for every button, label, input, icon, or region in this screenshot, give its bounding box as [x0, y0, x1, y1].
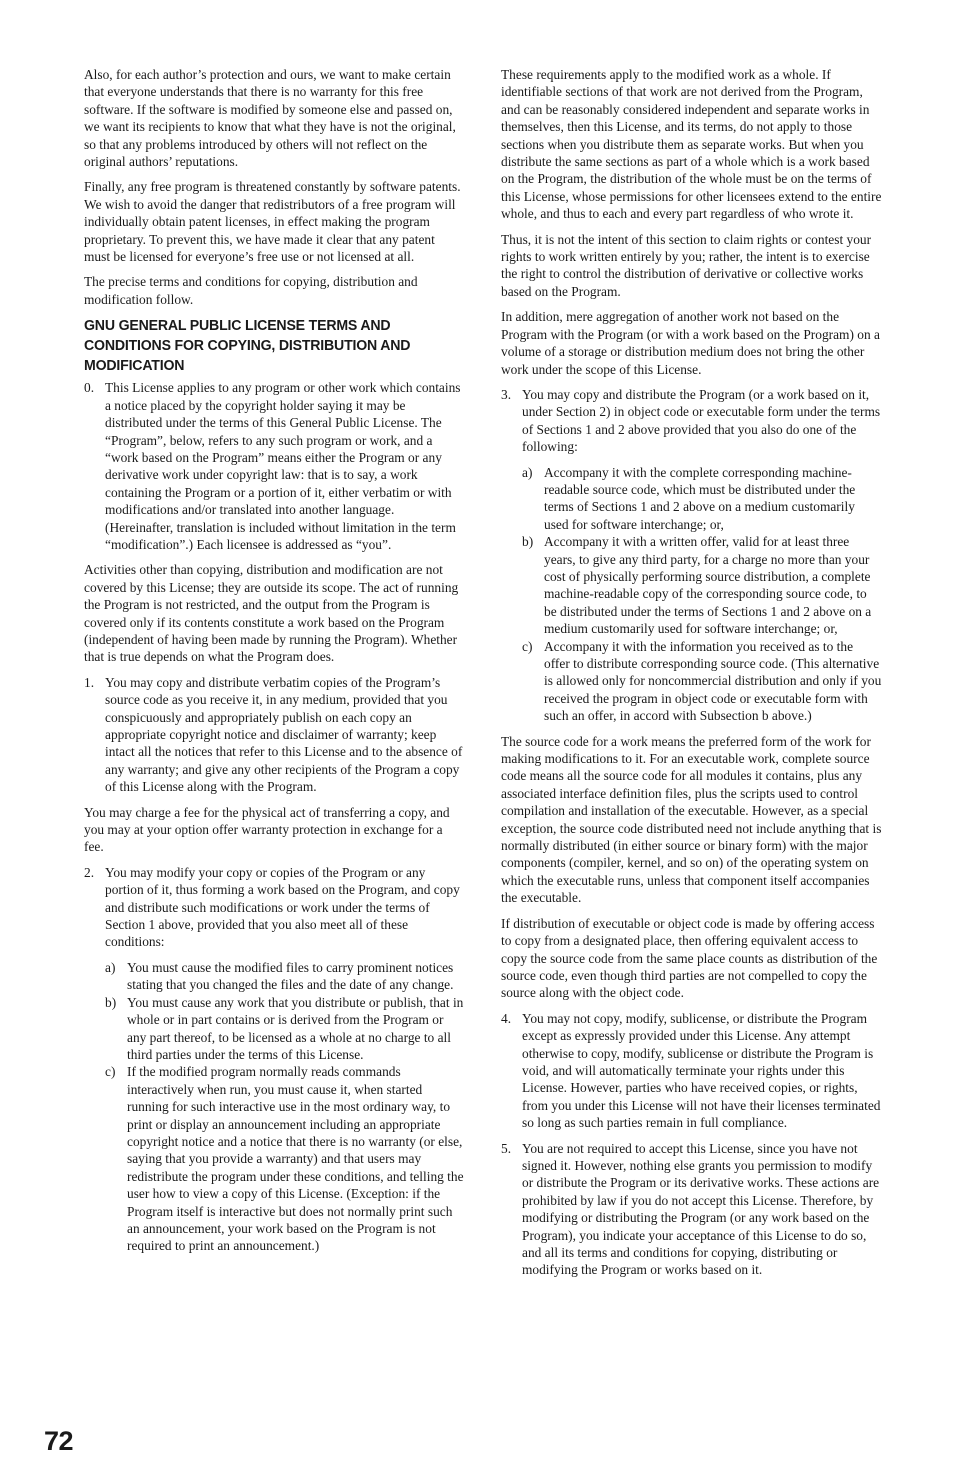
sub-item-text: You must cause the modified files to carry prominent notices stating that you changed the files and the date of any change. — [127, 959, 454, 993]
page-number: 72 — [44, 1426, 74, 1456]
sub-item-text: If the modified program normally reads commands interactively when run, you must cause it, when started running for such interactive use in the most ordinary way, to print or display an announcement including an appropriate copyright notice and a notice that there is no warranty (or else, saying that you provide a warranty) and that users may redistribute the program under these conditions, and telling the user how to view a copy of this License. (Exception: if the Program itself is interactive but does not normally print such an announcement, your work based on the Program is not required to print an announcement.) — [127, 1064, 464, 1254]
sub-item-2c — [84, 1063, 464, 1254]
paragraph-software-patents: Finally, any free program is threatened constantly by software patents. We wish to avoid the danger that redistributors of a free program will individually obtain patent licenses, in effect making the program proprietary. To prevent this, we have made it clear that any patent must be licensed for everyone’s free use or not licensed at all. — [84, 179, 461, 265]
paragraph-intent: Thus, it is not the intent of this section to claim rights or contest your rights to work written entirely by you; rather, the intent is to exercise the right to control the distribution of derivative or collective works based on the Program. — [501, 231, 872, 299]
sub-item-letter: c) — [522, 638, 533, 654]
sub-item-text: Accompany it with the complete corresponding machine-readable source code, which must be distributed under the terms of Sections 1 and 2 above on a medium customarily used for software interchange; or, — [544, 464, 856, 532]
sublist-item-2 — [84, 959, 464, 1255]
list-item-5 — [501, 1140, 882, 1279]
sublist-item-3 — [501, 464, 882, 725]
item-text: You may copy and distribute the Program (or a work based on it, under Section 2) in object code or executable form under the terms of Sections 1 and 2 above provided that you also do one of the following: — [522, 386, 881, 455]
sub-item-2b — [84, 994, 464, 1064]
list-item-1 — [84, 674, 464, 796]
item-number: 4. — [501, 1010, 512, 1026]
sub-item-text: Accompany it with a written offer, valid for at least three years, to give any third party, for a charge no more than your cost of physically performing source distribution, a complete machine-readable copy of the corresponding source code, to be distributed under the terms of Sections 1 and 2 above on a medium customarily used for software interchange; or, — [544, 534, 872, 637]
item-text: You may modify your copy or copies of the Program or any portion of it, thus forming a work based on the Program, and copy and distribute such modifications or work under the terms of Section 1 above, provided that you also meet all of these conditions: — [105, 864, 460, 950]
paragraph-charge-fee: You may charge a fee for the physical act of transferring a copy, and you may at your option offer warranty protection in exchange for a fee. — [84, 804, 450, 855]
item-number: 5. — [501, 1140, 512, 1156]
paragraph-precise-terms: The precise terms and conditions for copying, distribution and modification follow. — [84, 274, 418, 307]
list-item-3 — [501, 386, 882, 456]
sub-item-letter: b) — [105, 994, 117, 1010]
sub-item-3c — [501, 638, 882, 725]
list-item-2 — [84, 864, 464, 951]
item-number: 2. — [84, 864, 95, 880]
item-text: This License applies to any program or other work which contains a notice placed by the copyright holder saying it may be distributed under the terms of this General Public License. The “Program”, below, refers to any such program or work, and a “work based on the Program” means either the Program or any derivative work under copyright law: that is to say, a work containing the Program or a portion of it, either verbatim or with modifications and/or translated into another language. (Hereinafter, translation is included without limitation in the term “modification”.) Each licensee is addressed as “you”. — [105, 380, 461, 552]
sub-item-letter: b) — [522, 534, 534, 550]
paragraph-activities: Activities other than copying, distribution and modification are not covered by this License; they are outside its scope. The act of running the Program is not restricted, and the output from the Program is covered only if its contents constitute a work based on the Program (independent of having been made by running the Program). Whether that is true depends on what the Program does. — [84, 562, 459, 665]
list-item-4 — [501, 1010, 882, 1132]
sub-item-letter: c) — [105, 1064, 116, 1080]
sub-item-2a — [84, 959, 464, 994]
list-item-0 — [84, 379, 464, 553]
paragraph-source-code: The source code for a work means the preferred form of the work for making modifications to it. For an executable work, complete source code means all the source code for all modules it contains, plus any associated interface definition files, plus the scripts used to control compilation and installation of the executable. However, as a special exception, the source code distributed need not include anything that is normally distributed (in either source or binary form) with the major components (compiler, kernel, and so on) of the operating system on which the executable runs, unless that component itself accompanies the executable. — [501, 733, 882, 906]
sub-item-text: You must cause any work that you distribute or publish, that in whole or in part contains or is derived from the Program or any part thereof, to be licensed as a whole at no charge to all third parties under the terms of this License. — [127, 994, 464, 1062]
paragraph-author-protection: Also, for each author’s protection and ours, we want to make certain that everyone understands that there is no warranty for this free software. If the software is modified by someone else and passed on, we want its recipients to know that what they have is not the original, so that any problems introduced by others will not reflect on the original authors’ reputations. — [84, 67, 456, 170]
sub-item-letter: a) — [105, 959, 116, 975]
paragraph-requirements: These requirements apply to the modified work as a whole. If identifiable sections of that work are not derived from the Program, and can be reasonably considered independent and separate works in themselves, then this License, and its terms, do not apply to those sections when you distribute them as separate works. But when you distribute the same sections as part of a whole which is a work based on the Program, the distribution of the whole must be on the terms of this License, whose permissions for other licensees extend to the entire whole, and thus to each and every part regardless of who wrote it. — [501, 67, 882, 222]
item-text: You are not required to accept this License, since you have not signed it. However, nothing else grants you permission to modify or distribute the Program or its derivative works. These actions are prohibited by law if you do not accept this License. Therefore, by modifying or distributing the Program (or any work based on the Program), you indicate your acceptance of this License to do so, and all its terms and conditions for copying, distributing or modifying the Program or works based on it. — [522, 1140, 880, 1278]
item-number: 1. — [84, 674, 95, 690]
item-text: You may copy and distribute verbatim copies of the Program’s source code as you receive it, in any medium, provided that you conspicuously and appropriately publish on each copy an appropriate copyright notice and disclaimer of warranty; keep intact all the notices that refer to this License and to the absence of any warranty; and give any other recipients of the Program a copy of this License along with the Program. — [105, 674, 463, 795]
item-number: 0. — [84, 380, 95, 396]
right-column — [501, 66, 882, 1287]
paragraph-aggregation: In addition, mere aggregation of another work not based on the Program with the Program (or with a work based on the Program) on a volume of a storage or distribution medium does not bring the other work under the scope of this License. — [501, 309, 880, 377]
sub-item-3b — [501, 533, 882, 637]
sub-item-3a — [501, 464, 882, 534]
item-number: 3. — [501, 386, 512, 402]
paragraph-distribution-access: If distribution of executable or object code is made by offering access to copy from a designated place, then offering equivalent access to copy the source code from the same place counts as distribution of the source code, even though third parties are not compelled to copy the source along with the object code. — [501, 915, 878, 1001]
left-column — [84, 66, 464, 1263]
section-heading: GNU GENERAL PUBLIC LICENSE TERMS AND CONDITIONS FOR COPYING, DISTRIBUTION AND MODIFICATION — [84, 317, 411, 375]
sub-item-text: Accompany it with the information you received as to the offer to distribute corresponding source code. (This alternative is allowed only for noncommercial distribution and only if you received the program in object code or executable form with such an offer, in accord with Subsection b above.) — [544, 638, 882, 724]
sub-item-letter: a) — [522, 464, 533, 480]
item-text: You may not copy, modify, sublicense, or distribute the Program except as expressly provided under this License. Any attempt otherwise to copy, modify, sublicense or distribute the Program is void, and will automatically terminate your rights under this License. However, parties who have received copies, or rights, from you under this License will not have their licenses terminated so long as such parties remain in full compliance. — [522, 1010, 881, 1131]
